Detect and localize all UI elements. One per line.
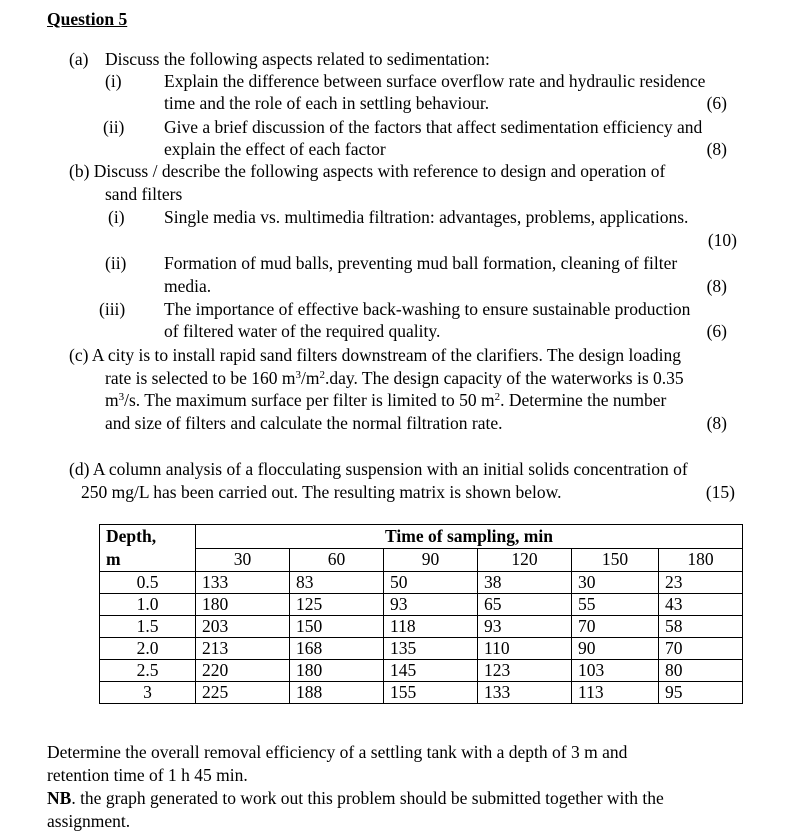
table-cell: 133 — [196, 572, 290, 594]
part-c-line1: (c) A city is to install rapid sand filters downstream of the clarifiers. The design loading — [69, 345, 682, 365]
depth-header: Depth, m — [100, 525, 196, 572]
depth-cell: 3 — [100, 682, 196, 704]
part-a-ii-line2: explain the effect of each factor — [164, 139, 386, 159]
table-row — [100, 594, 743, 616]
part-b-iii-line2: of filtered water of the required quality. — [164, 321, 441, 341]
part-a-i-label: (i) — [105, 71, 122, 91]
table-cell: 133 — [478, 682, 572, 704]
table-cell: 80 — [659, 660, 743, 682]
part-b-line1: (b) Discuss / describe the following aspects with reference to design and operation of — [69, 161, 666, 181]
part-a-i-line2: time and the role of each in settling behaviour. — [164, 93, 490, 113]
table-cell: 135 — [384, 638, 478, 660]
depth-cell: 0.5 — [100, 572, 196, 594]
part-d-marks: (15) — [705, 482, 735, 502]
part-a-label: (a) — [69, 49, 89, 69]
footer-line2: retention time of 1 h 45 min. — [47, 765, 248, 785]
table-cell: 150 — [290, 616, 384, 638]
depth-cell: 1.0 — [100, 594, 196, 616]
table-cell: 118 — [384, 616, 478, 638]
table-cell: 58 — [659, 616, 743, 638]
time-col-header: 30 — [196, 548, 290, 572]
part-b-i-label: (i) — [108, 207, 125, 227]
table-cell: 180 — [196, 594, 290, 616]
part-c-line4: and size of filters and calculate the normal filtration rate. — [105, 413, 503, 433]
part-c-marks: (8) — [706, 413, 727, 433]
table-cell: 90 — [572, 638, 659, 660]
part-b-iii-marks: (6) — [706, 321, 727, 341]
table-row — [100, 572, 743, 594]
question-title: Question 5 — [47, 9, 128, 29]
part-a-ii-line1: Give a brief discussion of the factors that affect sedimentation efficiency and — [164, 117, 703, 137]
table-cell: 23 — [659, 572, 743, 594]
nb-label: NB — [47, 788, 72, 808]
part-a-ii-label: (ii) — [103, 117, 125, 137]
table-cell: 113 — [572, 682, 659, 704]
part-a-text: Discuss the following aspects related to sedimentation: — [105, 49, 490, 69]
time-col-header: 120 — [478, 548, 572, 572]
time-col-header: 150 — [572, 548, 659, 572]
depth-cell: 2.5 — [100, 660, 196, 682]
part-b-ii-label: (ii) — [105, 253, 127, 273]
part-b-ii-line1: Formation of mud balls, preventing mud ball formation, cleaning of filter — [164, 253, 678, 273]
table-cell: 103 — [572, 660, 659, 682]
table-cell: 43 — [659, 594, 743, 616]
table-cell: 155 — [384, 682, 478, 704]
table-cell: 93 — [384, 594, 478, 616]
time-col-header: 60 — [290, 548, 384, 572]
table-cell: 168 — [290, 638, 384, 660]
table-cell: 95 — [659, 682, 743, 704]
table-cell: 38 — [478, 572, 572, 594]
footer-line1: Determine the overall removal efficiency of a settling tank with a depth of 3 m and — [47, 742, 628, 762]
depth-cell: 2.0 — [100, 638, 196, 660]
nb-line2: assignment. — [47, 811, 131, 831]
table-cell: 65 — [478, 594, 572, 616]
part-c-line2: rate is selected to be 160 $m^3/m^2.day$. The design capacity of the waterworks is 0.35 — [105, 368, 684, 388]
table-cell: 93 — [478, 616, 572, 638]
part-b-i-line1: Single media vs. multimedia filtration: advantages, problems, applications. — [164, 207, 689, 227]
table-row — [100, 616, 743, 638]
table-cell: 225 — [196, 682, 290, 704]
table-cell: 123 — [478, 660, 572, 682]
table-cell: 188 — [290, 682, 384, 704]
table-cell: 213 — [196, 638, 290, 660]
part-c-line3: $m^3/s$. The maximum surface per filter is limited to 50 $m^2$. Determine the number — [105, 390, 667, 410]
table-cell: 55 — [572, 594, 659, 616]
table-cell: 70 — [572, 616, 659, 638]
table-cell: 220 — [196, 660, 290, 682]
nb-line1: NB. the graph generated to work out this problem should be submitted together with the — [47, 788, 664, 808]
part-a-i-line1: Explain the difference between surface overflow rate and hydraulic residence — [164, 71, 706, 91]
table-cell: 50 — [384, 572, 478, 594]
table-cell: 83 — [290, 572, 384, 594]
part-b-iii-label: (iii) — [99, 299, 126, 319]
time-col-header: 180 — [659, 548, 743, 572]
table-cell: 145 — [384, 660, 478, 682]
part-d-line2: 250 mg/L has been carried out. The resulting matrix is shown below. — [81, 482, 562, 502]
part-a-i-marks: (6) — [706, 93, 727, 113]
part-d-line1: (d) A column analysis of a flocculating suspension with an initial solids concentration of — [69, 459, 688, 479]
part-b-ii-marks: (8) — [706, 276, 727, 296]
table-cell: 203 — [196, 616, 290, 638]
part-b-ii-line2: media. — [164, 276, 212, 296]
table-cell: 30 — [572, 572, 659, 594]
table-cell: 70 — [659, 638, 743, 660]
part-b-line2: sand filters — [105, 184, 183, 204]
table-cell: 125 — [290, 594, 384, 616]
table-cell: 110 — [478, 638, 572, 660]
depth-cell: 1.5 — [100, 616, 196, 638]
table-cell: 180 — [290, 660, 384, 682]
part-a-ii-marks: (8) — [706, 139, 727, 159]
table-row — [100, 638, 743, 660]
table-row — [100, 682, 743, 704]
time-header: Time of sampling, min — [196, 525, 743, 549]
table-row — [100, 660, 743, 682]
part-b-iii-line1: The importance of effective back-washing to ensure sustainable production — [164, 299, 691, 319]
sampling-table — [99, 524, 743, 704]
time-col-header: 90 — [384, 548, 478, 572]
part-b-i-marks: (10) — [707, 230, 737, 250]
